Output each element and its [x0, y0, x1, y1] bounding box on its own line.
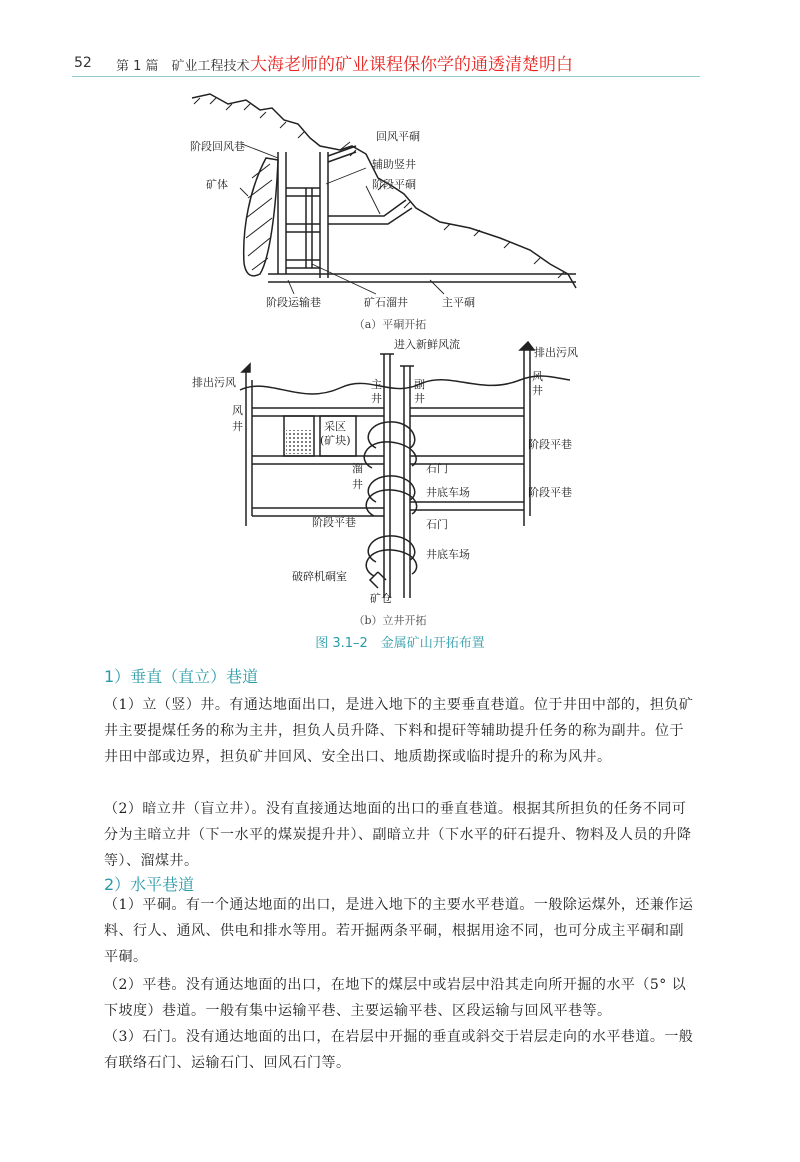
figure-a-adit-development: [180, 88, 600, 333]
chapter-title: 第 1 篇 矿业工程技术: [116, 59, 250, 74]
page-header: [72, 44, 700, 76]
label-stage-lane-right-2: 阶段平巷: [528, 486, 572, 499]
label-air-shaft-right-char1: 风: [532, 370, 543, 383]
label-return-air-adit: 回风平硐: [376, 130, 420, 143]
section-2-heading: 2）水平巷道: [104, 875, 195, 894]
s2-p1-text: （1）平硐。有一个通达地面的出口，是进入地下的主要水平巷道。一般除运煤外，还兼作运料、行人、通风、供电和排水等用。若开掘两条平硐，根据用途不同，也可分成主平硐和副平硐。: [104, 897, 694, 965]
section-2-paragraph-1: [104, 892, 698, 970]
label-stage-lane-left: 阶段平巷: [312, 516, 356, 529]
label-stage-return-air-lane: 阶段回风巷: [190, 140, 245, 153]
label-aux-shaft-char1: 副: [414, 378, 425, 391]
ore-block-hatch: [286, 430, 312, 454]
section-1-paragraph-2: [104, 796, 698, 874]
header-rule: [72, 76, 700, 77]
label-fresh-air-in: 进入新鲜风流: [394, 338, 460, 351]
label-crosscut-1: 石门: [426, 462, 448, 475]
s2-p3-text: （3）石门。没有通达地面的出口，在岩层中开掘的垂直或斜交于岩层走向的水平巷道。一般有联络石门、运输石门、回风石门等。: [104, 1029, 694, 1071]
label-ore-pass: 矿石溜井: [364, 296, 408, 309]
label-mining-area-line2: (矿块): [320, 434, 351, 447]
section-1-paragraph-1: [104, 692, 698, 770]
page-number: 52: [74, 55, 92, 71]
label-pass-char2: 井: [352, 478, 363, 491]
label-pass-char1: 溜: [352, 462, 363, 475]
label-ore-body: 矿体: [206, 178, 228, 191]
section-2-paragraph-3: [104, 1024, 698, 1076]
label-air-shaft-right-char2: 井: [532, 384, 543, 397]
figure-title: 图 3.1–2 金属矿山开拓布置: [315, 636, 485, 651]
section-2-paragraph-2: [104, 972, 698, 1024]
label-main-shaft-char2: 井: [371, 392, 382, 405]
label-auxiliary-shaft: 辅助竖井: [372, 158, 416, 171]
s1-p1-text: （1）立（竖）井。有通达地面出口，是进入地下的主要垂直巷道。位于井田中部的，担负矿井主要提煤任务的称为主井，担负人员升降、下料和提矸等辅助提升任务的称为副井。位于井田中部或边界，担负矿井回风、安全出口、地质勘探或临时提升的称为风井。: [104, 697, 694, 765]
s2-p2-text: （2）平巷。没有通达地面的出口，在地下的煤层中或岩层中沿其走向所开掘的水平（5° 以下坡度）巷道。一般有集中运输平巷、主要运输平巷、区段运输与回风平巷等。: [104, 977, 687, 1019]
s1-p2-text: （2）暗立井（盲立井）。没有直接通达地面的出口的垂直巷道。根据其所担负的任务不同可分为主暗立井（下一水平的煤炭提升井）、副暗立井（下水平的矸石提升、物料及人员的升降等）、溜煤井。: [104, 801, 692, 869]
label-aux-shaft-char2: 井: [414, 392, 425, 405]
label-crusher-chamber: 破碎机硐室: [292, 570, 347, 583]
label-stage-lane-right-1: 阶段平巷: [528, 438, 572, 451]
label-ore-bin: 矿仓: [370, 592, 392, 605]
label-crosscut-2: 石门: [426, 518, 448, 531]
label-air-shaft-left-char1: 风: [232, 404, 243, 417]
label-exhaust-right: 排出污风: [534, 346, 578, 359]
label-main-shaft-char1: 主: [371, 378, 382, 391]
label-shaft-station-2: 井底车场: [426, 548, 470, 561]
label-stage-haulage-lane: 阶段运输巷: [266, 296, 321, 309]
figure-a-caption: （a）平硐开拓: [353, 318, 427, 331]
label-air-shaft-left-char2: 井: [232, 420, 243, 433]
figure-b-shaft-development: [180, 336, 600, 628]
label-shaft-station-1: 井底车场: [426, 486, 470, 499]
label-main-adit: 主平硐: [442, 296, 475, 309]
figure-b-caption: （b）立井开拓: [353, 614, 427, 627]
promo-banner-text: 大海老师的矿业课程保你学的通透清楚明白: [250, 55, 573, 75]
label-mining-area-line1: 采区: [324, 420, 346, 433]
section-1-heading: 1）垂直（直立）巷道: [104, 667, 259, 686]
label-exhaust-left: 排出污风: [192, 376, 236, 389]
label-stage-adit: 阶段平硐: [372, 178, 416, 191]
